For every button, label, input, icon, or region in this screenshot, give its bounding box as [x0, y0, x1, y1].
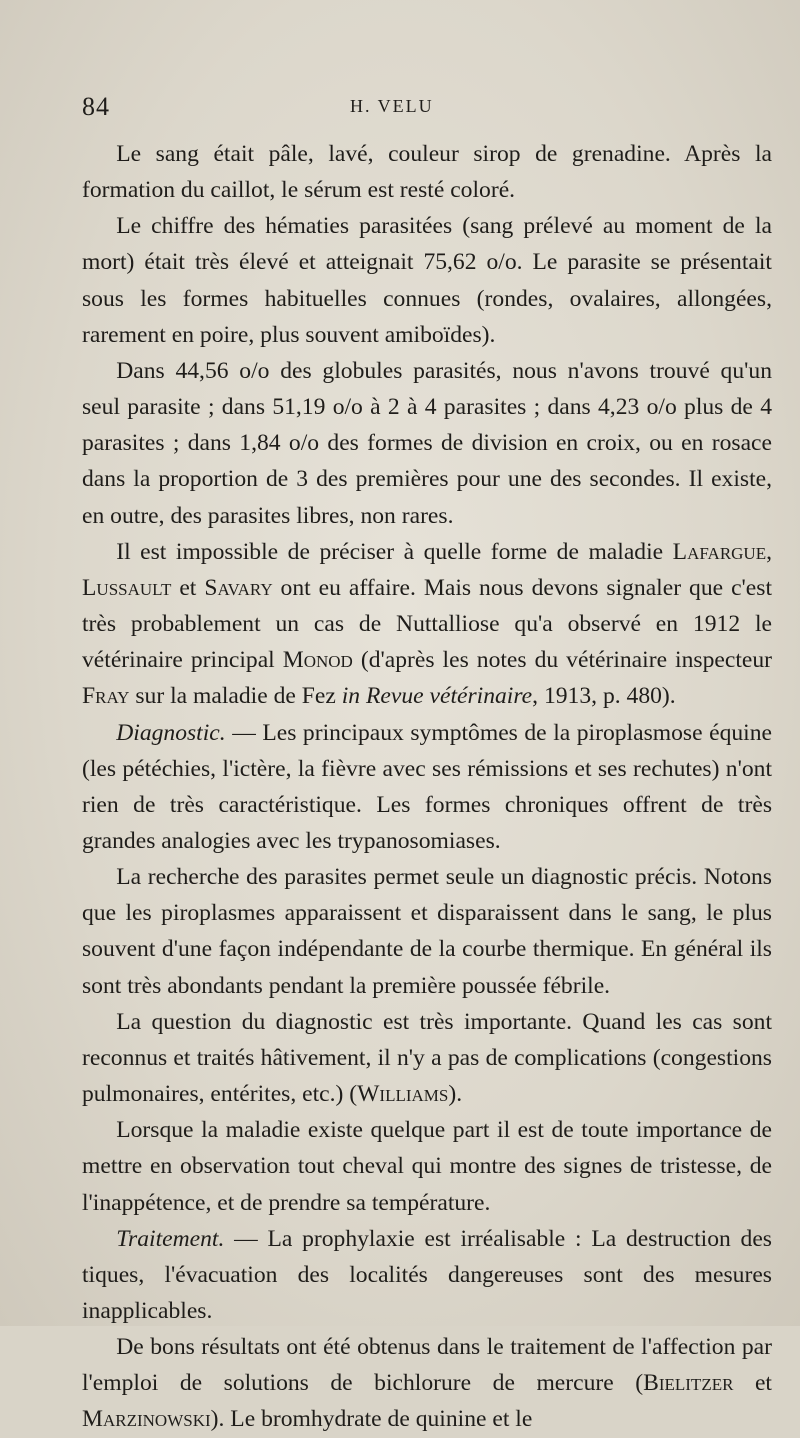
text-run: Dans 44,56 o/o des globules parasités, nous n'avons trouvé qu'un seul parasite ; dans 51,19 o/o à 2 à 4 parasites ; dans 4,23 o/o plus de 4 parasites ; dans 1,84 o/o des formes de division en croix, ou en rosace dans la proportion de 3 des premières pour une des secondes. Il existe, en outre, des parasites libres, non rares. [82, 357, 772, 529]
text-run: Lafargue [672, 538, 767, 565]
text-run: et [171, 574, 205, 601]
text-run: La recherche des parasites permet seule un diagnostic précis. Notons que les piroplasmes apparaissent et disparaissent dans le sang, le plus souvent d'une façon indépendante de la courbe thermique. En général ils sont très abondants pendant la première poussée fébrile. [82, 864, 772, 999]
text-run: Fray [82, 683, 130, 710]
body-text [82, 136, 772, 1438]
text-run: ). Le bromhydrate de quinine et le [210, 1406, 533, 1433]
text-run: , [766, 538, 772, 565]
text-run: La question du diagnostic est très importante. Quand les cas sont reconnus et traités hâtivement, il n'y a pas de complications (congestions pulmonaires, entérites, etc.) ( [82, 1008, 772, 1108]
text-run: Lorsque la maladie existe quelque part il est de toute importance de mettre en observation tout cheval qui montre des signes de tristesse, de l'inappétence, et de prendre sa température. [82, 1117, 772, 1216]
text-run: Bielitzer [643, 1370, 734, 1397]
text-run: — Les principaux symptômes de la piroplasmose équine (les pétéchies, l'ictère, la fièvre avec ses rémissions et ses rechutes) n'ont rien de très caractéristique. Les formes chroniques offrent de très grandes analogies avec les trypanosomiases. [82, 719, 772, 854]
text-run: De bons résultats ont été obtenus dans le traitement de l'affection par l'emploi de solutions de bichlorure de mercure ( [82, 1334, 772, 1397]
text-run: , 1913, p. 480). [532, 683, 676, 710]
paragraph [82, 208, 772, 353]
text-run: Le chiffre des hématies parasitées (sang prélevé au moment de la mort) était très élevé et atteignait 75,62 o/o. Le parasite se présentait sous les formes habituelles connues (rondes, ovalaires, allongées, rarement en poire, plus souvent amiboïdes). [82, 213, 772, 348]
text-run: Williams [357, 1081, 449, 1108]
paragraph [82, 859, 772, 1004]
text-run: in Revue vétérinaire [341, 683, 533, 710]
text-run: Le sang était pâle, lavé, couleur sirop de grenadine. Après la formation du caillot, le sérum est resté coloré. [82, 141, 772, 204]
text-run: Il est impossible de préciser à quelle forme de maladie [116, 538, 673, 565]
paragraph [82, 353, 772, 534]
text-run: Monod [282, 647, 353, 674]
paragraph [82, 534, 772, 715]
text-run: Savary [204, 574, 273, 601]
text-run: Diagnostic. [116, 719, 226, 746]
text-run: ). [448, 1081, 463, 1108]
text-run: ont eu affaire. Mais nous devons signaler que c'est très probablement un cas de Nuttalliose qu'a observé en 1912 le vétérinaire principal [82, 574, 772, 674]
paragraph [82, 1112, 772, 1220]
page-number: 84 [82, 92, 110, 121]
paragraph [82, 1221, 772, 1329]
text-run: — La prophylaxie est irréalisable : La destruction des tiques, l'évacuation des localités dangereuses sont des mesures inapplicables. [82, 1225, 772, 1324]
text-run: sur la maladie de Fez [129, 683, 342, 710]
text-run: Lussault [82, 574, 172, 601]
page-header [82, 92, 742, 132]
paragraph [82, 136, 772, 208]
paragraph [82, 715, 772, 860]
paragraph [82, 1004, 772, 1112]
running-head: H. VELU [350, 96, 434, 116]
text-run: Traitement. [116, 1225, 225, 1252]
paragraph [82, 1329, 772, 1437]
text-run: (d'après les notes du vétérinaire inspecteur [352, 647, 773, 674]
text-run: et [733, 1370, 772, 1397]
text-run: Marzinowski [82, 1406, 211, 1433]
